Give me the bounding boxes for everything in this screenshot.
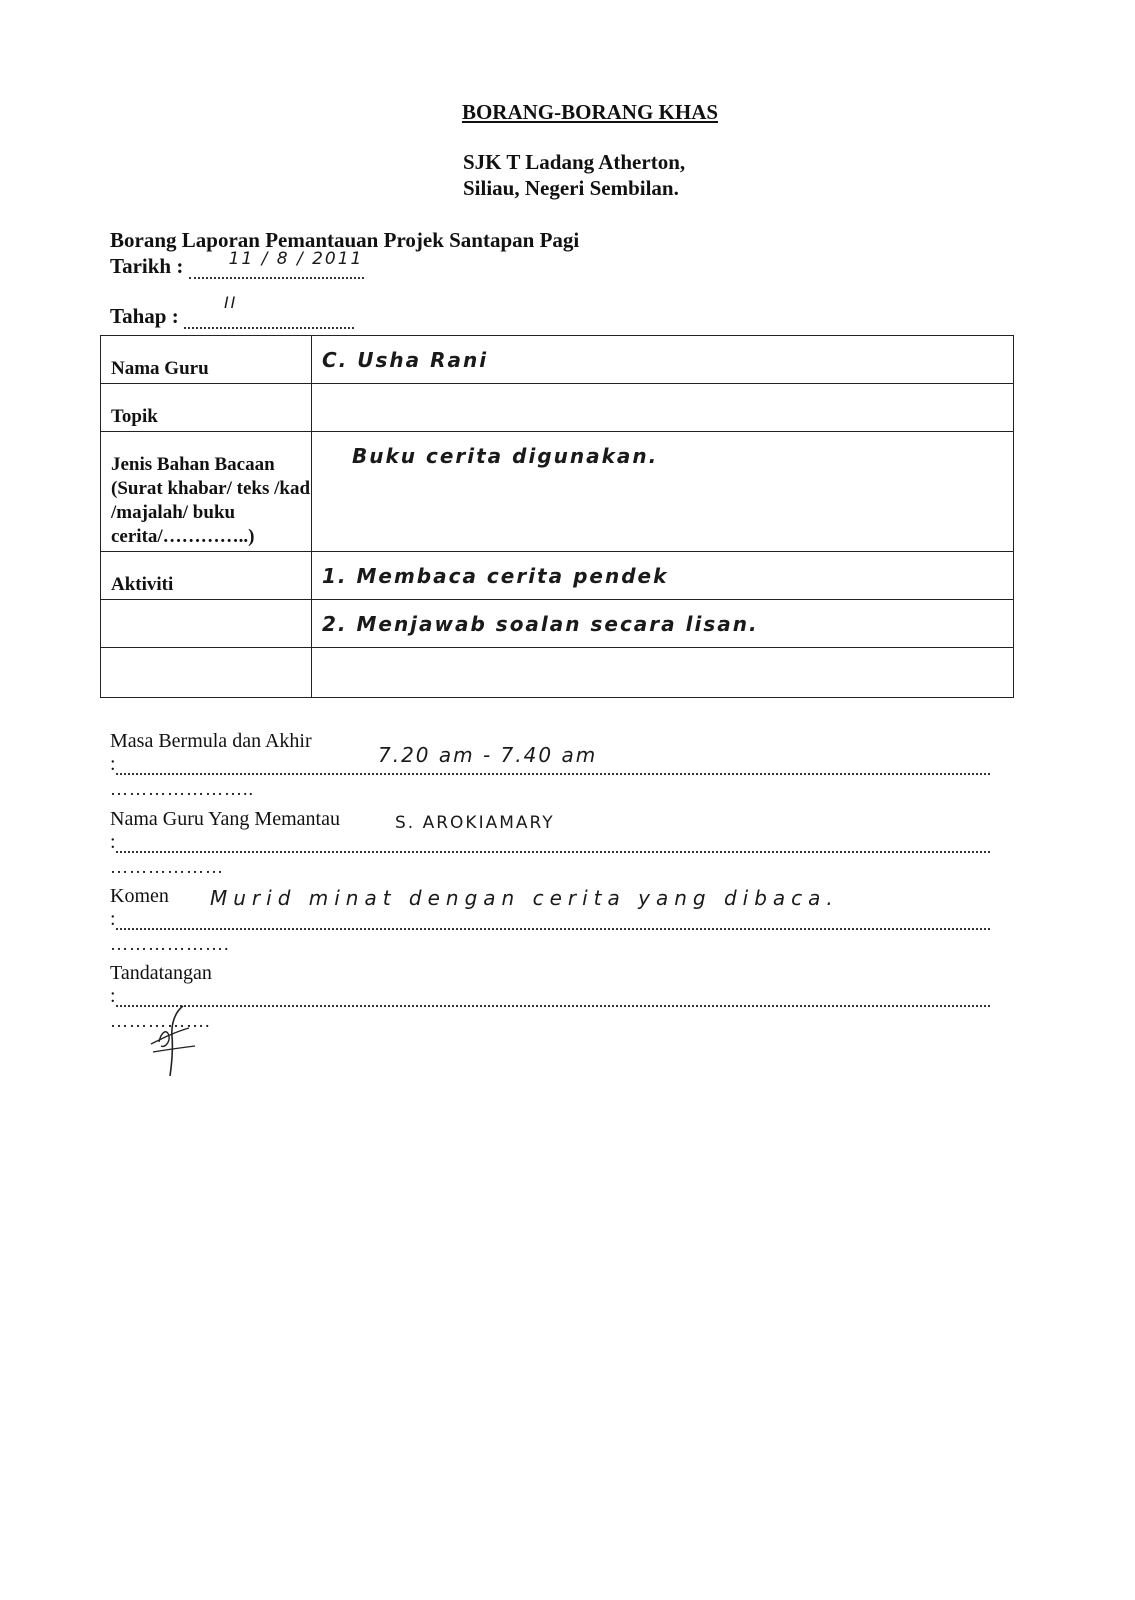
table-row	[101, 384, 1014, 432]
activity-label-2	[101, 600, 312, 648]
observer-dots: ………………	[110, 857, 224, 877]
table-row	[101, 648, 1014, 698]
empty-label	[101, 648, 312, 698]
report-table	[100, 335, 1014, 698]
table-row	[101, 552, 1014, 600]
school-location: Siliau, Negeri Sembilan.	[463, 176, 679, 200]
signature-dots: …………….	[110, 1011, 211, 1031]
school-name: SJK T Ladang Atherton,	[463, 150, 686, 174]
date-label: Tarikh :	[110, 254, 184, 278]
level-label: Tahap :	[110, 304, 179, 328]
activity-value-1: 1. Membaca cerita pendek	[322, 564, 669, 588]
observer-field: Nama Guru Yang Memantau : S. AROKIAMARY ………………	[110, 808, 990, 878]
activity-cell-1	[312, 552, 1014, 600]
comment-value: Murid minat dengan cerita yang dibaca.	[210, 886, 839, 910]
reading-material-label: Jenis Bahan Bacaan (Surat khabar/ teks /kad /majalah/ buku cerita/…………..)	[101, 432, 312, 552]
time-dots: …………………..	[110, 779, 254, 799]
observer-value: S. AROKIAMARY	[395, 813, 555, 833]
form-title: Borang Laporan Pemantauan Projek Santapan Pagi	[110, 228, 580, 252]
time-field: Masa Bermula dan Akhir : 7.20 am - 7.40 am …………………..	[110, 730, 990, 800]
table-row	[101, 600, 1014, 648]
date-value: 11 / 8 / 2011	[228, 249, 364, 269]
teacher-name-label: Nama Guru	[101, 336, 312, 384]
comment-dots: ……………….	[110, 934, 230, 954]
signature-label: Tandatangan	[110, 962, 212, 984]
page-title: BORANG-BORANG KHAS	[461, 100, 719, 124]
teacher-name-value: C. Usha Rani	[322, 348, 489, 372]
teacher-name-cell	[312, 336, 1014, 384]
date-row	[110, 249, 364, 279]
level-value: II	[223, 293, 238, 312]
level-row	[110, 293, 354, 329]
reading-material-value: Buku cerita digunakan.	[352, 444, 659, 468]
observer-label: Nama Guru Yang Memantau	[110, 808, 340, 830]
signature-field: Tandatangan : …………….	[110, 962, 990, 1032]
activity-label: Aktiviti	[101, 552, 312, 600]
topic-label: Topik	[101, 384, 312, 432]
time-label: Masa Bermula dan Akhir	[110, 730, 312, 752]
empty-cell	[312, 648, 1014, 698]
time-value: 7.20 am - 7.40 am	[378, 743, 598, 767]
table-row	[101, 432, 1014, 552]
handwritten-signature	[145, 1002, 205, 1080]
reading-material-cell	[312, 432, 1014, 552]
topic-cell	[312, 384, 1014, 432]
activity-value-2: 2. Menjawab soalan secara lisan.	[322, 612, 759, 636]
comment-field: Komen : Murid minat dengan cerita yang dibaca. ……………….	[110, 885, 990, 955]
table-row	[101, 336, 1014, 384]
comment-label: Komen	[110, 885, 169, 907]
activity-cell-2	[312, 600, 1014, 648]
